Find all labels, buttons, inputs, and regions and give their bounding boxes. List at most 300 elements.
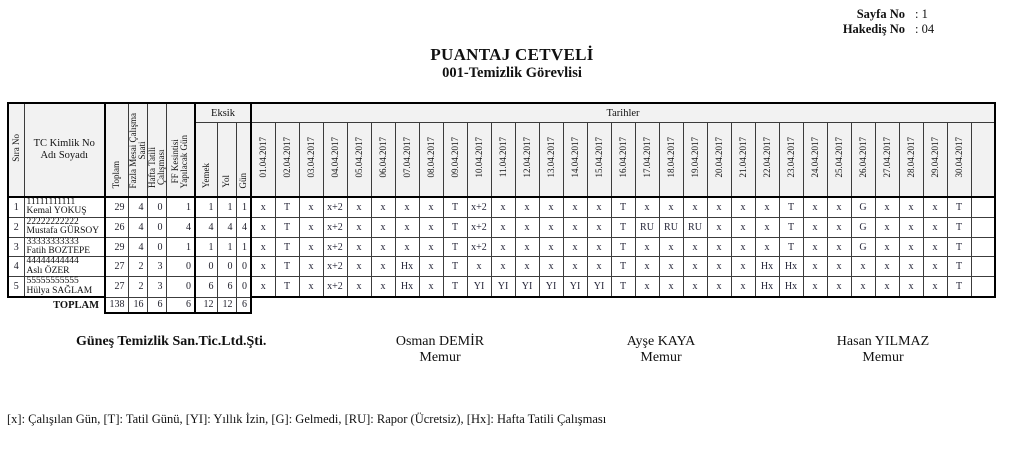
day-cell: T xyxy=(779,197,803,217)
day-cell: T xyxy=(275,277,299,297)
day-cell: x xyxy=(347,237,371,257)
day-cell: x xyxy=(923,277,947,297)
day-cell: x xyxy=(371,197,395,217)
date-header xyxy=(779,123,803,198)
date-header-text: 10.04.2017 xyxy=(474,136,484,178)
date-header xyxy=(563,123,587,198)
day-cell: x xyxy=(755,217,779,237)
employee-cell-line: Hülya SAĞLAM xyxy=(26,285,93,296)
day-cell: x xyxy=(587,217,611,237)
day-cell: T xyxy=(779,237,803,257)
date-header xyxy=(491,123,515,198)
col-header-ff-kesintisi-text: FF Kesintisi xyxy=(170,139,181,184)
day-cell: x xyxy=(299,257,323,277)
day-cell: x xyxy=(539,197,563,217)
day-cell: x xyxy=(515,257,539,277)
day-cell: x+2 xyxy=(323,197,347,217)
day-cell: x xyxy=(827,237,851,257)
day-cell: T xyxy=(947,217,971,237)
day-cell: x xyxy=(635,237,659,257)
day-cell: x xyxy=(419,197,443,217)
day-cell: x xyxy=(347,257,371,277)
date-header-text: 25.04.2017 xyxy=(834,136,844,178)
day-cell: x xyxy=(683,277,707,297)
date-header-text: 18.04.2017 xyxy=(666,136,676,178)
col-header-yemek xyxy=(195,123,217,198)
yemek-cell: 0 xyxy=(195,257,217,277)
col-header-ff-kesintisi-text: Yapılacak Gün xyxy=(179,134,190,188)
day-cell: x xyxy=(659,277,683,297)
day-cell: x xyxy=(251,217,275,237)
date-header xyxy=(827,123,851,198)
date-header xyxy=(875,123,899,198)
employee-cell-line: 22222222222 xyxy=(26,216,79,227)
date-header-text: 26.04.2017 xyxy=(858,136,868,178)
day-cell: x+2 xyxy=(467,197,491,217)
day-cell: x xyxy=(755,197,779,217)
col-header-yol-text: Yol xyxy=(221,175,231,188)
day-cell: RU xyxy=(635,217,659,237)
date-header-text: 08.04.2017 xyxy=(426,136,436,178)
day-cell: x xyxy=(875,277,899,297)
day-cell: Hx xyxy=(395,277,419,297)
date-header xyxy=(371,123,395,198)
toplam-cell: 26 xyxy=(105,217,128,237)
day-cell: x xyxy=(827,257,851,277)
ff-kesintisi-cell: 4 xyxy=(166,217,195,237)
day-cell: x xyxy=(563,217,587,237)
date-header-text: 28.04.2017 xyxy=(906,136,916,178)
day-cell: x xyxy=(875,237,899,257)
date-header xyxy=(899,123,923,198)
employee-cell-line: Mustafa GÜRSOY xyxy=(26,226,100,237)
day-cell: x xyxy=(923,217,947,237)
day-cell: T xyxy=(779,217,803,237)
day-cell: x xyxy=(707,277,731,297)
date-header xyxy=(635,123,659,198)
signer-title: Memur xyxy=(862,349,904,365)
day-cell: T xyxy=(275,217,299,237)
yol-cell: 4 xyxy=(217,217,236,237)
fazla-mesai-cell: 4 xyxy=(128,237,147,257)
day-cell: x xyxy=(803,277,827,297)
day-cell: G xyxy=(851,237,875,257)
date-header-text: 19.04.2017 xyxy=(690,136,700,178)
toplam-cell: 27 xyxy=(105,257,128,277)
date-header-text: 06.04.2017 xyxy=(378,136,388,178)
date-header-text: 12.04.2017 xyxy=(522,136,532,178)
day-cell: x xyxy=(347,277,371,297)
report-title: PUANTAJ CETVELİ xyxy=(430,45,594,64)
day-cell: x xyxy=(539,217,563,237)
date-header xyxy=(467,123,491,198)
yemek-cell: 1 xyxy=(195,197,217,217)
day-cell: x xyxy=(539,257,563,277)
date-header xyxy=(587,123,611,198)
day-cell: x xyxy=(683,257,707,277)
date-header-text: 27.04.2017 xyxy=(882,136,892,178)
signature-block-2 xyxy=(627,334,696,365)
day-cell: x+2 xyxy=(323,277,347,297)
day-cell: T xyxy=(611,277,635,297)
day-cell: x xyxy=(371,217,395,237)
legend-text: [x]: Çalışılan Gün, [T]: Tatil Günü, [YI]: Yıllık İzin, [G]: Gelmedi, [RU]: Rapor (Ücretsiz), [Hx]: Hafta Tatili Çalışması xyxy=(7,412,607,426)
puantaj-table xyxy=(7,102,996,314)
sira-cell: 5 xyxy=(8,277,24,297)
employee-row xyxy=(8,257,995,277)
day-cell: x xyxy=(827,197,851,217)
total-label: TOPLAM xyxy=(8,297,105,313)
day-cell: x xyxy=(851,277,875,297)
date-header xyxy=(395,123,419,198)
day-cell: x xyxy=(299,217,323,237)
date-header-text: 17.04.2017 xyxy=(642,136,652,178)
date-header xyxy=(419,123,443,198)
total-gun: 6 xyxy=(236,297,251,313)
date-header-text: 03.04.2017 xyxy=(306,136,316,178)
day-cell: x xyxy=(371,277,395,297)
employee-row xyxy=(8,237,995,257)
day-cell: x xyxy=(515,197,539,217)
day-cell: x xyxy=(707,237,731,257)
day-cell: Hx xyxy=(755,257,779,277)
day-cell: T xyxy=(443,257,467,277)
day-cell: x xyxy=(875,257,899,277)
employee-row xyxy=(8,197,995,217)
col-header-sira xyxy=(8,103,24,197)
date-header xyxy=(947,123,971,198)
day-cell: x xyxy=(731,217,755,237)
day-cell: T xyxy=(275,237,299,257)
date-header-text: 30.04.2017 xyxy=(954,136,964,178)
date-header xyxy=(971,123,995,198)
day-cell: x xyxy=(371,257,395,277)
day-cell: x xyxy=(635,257,659,277)
day-cell: x xyxy=(899,217,923,237)
signer-name: Osman DEMİR xyxy=(395,334,485,349)
gun-cell: 4 xyxy=(236,217,251,237)
fazla-mesai-cell: 2 xyxy=(128,257,147,277)
day-cell: T xyxy=(947,257,971,277)
day-cell: T xyxy=(947,237,971,257)
day-cell: Hx xyxy=(755,277,779,297)
day-cell: x xyxy=(419,217,443,237)
col-header-hafta-tatili-text: Hafta Tatili xyxy=(146,147,157,188)
fazla-mesai-cell: 4 xyxy=(128,217,147,237)
yemek-cell: 1 xyxy=(195,237,217,257)
day-cell: x xyxy=(563,257,587,277)
date-header-text: 14.04.2017 xyxy=(570,136,580,178)
col-header-hafta-tatili-text: Çalışması xyxy=(155,149,166,186)
day-cell: T xyxy=(947,197,971,217)
employee-cell xyxy=(24,197,105,217)
day-cell: x xyxy=(731,277,755,297)
day-cell: x xyxy=(875,217,899,237)
col-header-sira-text: Sıra No xyxy=(10,133,21,162)
day-cell: x xyxy=(419,257,443,277)
day-cell: x xyxy=(371,237,395,257)
day-cell: T xyxy=(611,217,635,237)
day-cell: x xyxy=(803,237,827,257)
col-header-fazla-mesai-text: Fazla Mesai Çalışma xyxy=(127,112,138,188)
employee-cell-line: Kemal YOKUŞ xyxy=(26,206,87,217)
total-hafta: 6 xyxy=(147,297,166,313)
col-header-hafta-tatili xyxy=(147,103,166,197)
hafta-tatili-cell: 0 xyxy=(147,237,166,257)
hakedis-label: Hakediş No xyxy=(842,21,905,36)
day-cell: x xyxy=(587,197,611,217)
day-cell xyxy=(971,277,995,297)
date-header xyxy=(755,123,779,198)
col-header-yemek-text: Yemek xyxy=(200,162,211,188)
toplam-cell: 27 xyxy=(105,277,128,297)
day-cell: x xyxy=(395,217,419,237)
date-header xyxy=(683,123,707,198)
day-cell: x xyxy=(467,257,491,277)
day-cell: Hx xyxy=(395,257,419,277)
date-header xyxy=(731,123,755,198)
day-cell: x+2 xyxy=(467,217,491,237)
day-cell: x xyxy=(875,197,899,217)
day-cell: x xyxy=(899,197,923,217)
day-cell: x xyxy=(659,237,683,257)
day-cell: x+2 xyxy=(323,257,347,277)
col-header-toplam xyxy=(105,103,128,197)
day-cell: Hx xyxy=(779,277,803,297)
day-cell: x xyxy=(515,237,539,257)
col-header-gun-text: Gün xyxy=(237,172,248,188)
yol-cell: 6 xyxy=(217,277,236,297)
date-header xyxy=(443,123,467,198)
page-info xyxy=(793,7,1008,36)
date-header-text: 16.04.2017 xyxy=(618,136,628,178)
day-cell xyxy=(971,237,995,257)
day-cell: x xyxy=(251,277,275,297)
date-header xyxy=(803,123,827,198)
day-cell: YI xyxy=(467,277,491,297)
day-cell: x xyxy=(659,197,683,217)
col-header-fazla-mesai-text: Saati xyxy=(136,141,147,160)
day-cell: x xyxy=(539,237,563,257)
group-header-eksik: Eksik xyxy=(195,103,251,123)
hafta-tatili-cell: 0 xyxy=(147,197,166,217)
day-cell: x xyxy=(899,277,923,297)
date-header xyxy=(515,123,539,198)
hafta-tatili-cell: 3 xyxy=(147,277,166,297)
day-cell: x xyxy=(683,237,707,257)
col-header-tc-line: TC Kimlik No xyxy=(33,138,95,149)
employee-cell-line: 33333333333 xyxy=(26,236,79,247)
ff-kesintisi-cell: 0 xyxy=(166,257,195,277)
day-cell: x xyxy=(251,197,275,217)
signer-name: Ayşe KAYA xyxy=(626,334,696,349)
gun-cell: 1 xyxy=(236,197,251,217)
page-number-value: : 1 xyxy=(915,7,928,21)
hafta-tatili-cell: 3 xyxy=(147,257,166,277)
date-header xyxy=(659,123,683,198)
day-cell: G xyxy=(851,197,875,217)
date-header-text: 15.04.2017 xyxy=(594,136,604,178)
gun-cell: 0 xyxy=(236,277,251,297)
page-number-label: Sayfa No xyxy=(856,7,905,21)
day-cell: x xyxy=(491,217,515,237)
sira-cell: 2 xyxy=(8,217,24,237)
date-header xyxy=(611,123,635,198)
day-cell: x xyxy=(491,257,515,277)
day-cell: x xyxy=(347,217,371,237)
date-header xyxy=(323,123,347,198)
date-header-text: 04.04.2017 xyxy=(330,136,340,178)
day-cell: Hx xyxy=(779,257,803,277)
day-cell: x+2 xyxy=(323,217,347,237)
date-header xyxy=(275,123,299,198)
day-cell: T xyxy=(611,237,635,257)
signer-title: Memur xyxy=(640,349,682,365)
sira-cell: 1 xyxy=(8,197,24,217)
date-header-text: 11.04.2017 xyxy=(498,136,508,178)
day-cell: x xyxy=(299,237,323,257)
sira-cell: 4 xyxy=(8,257,24,277)
col-header-toplam-text: Toplam xyxy=(111,160,122,188)
total-yol: 12 xyxy=(217,297,236,313)
employee-row xyxy=(8,217,995,237)
hafta-tatili-cell: 0 xyxy=(147,217,166,237)
date-header xyxy=(299,123,323,198)
day-cell: x xyxy=(491,197,515,217)
day-cell: x xyxy=(587,237,611,257)
day-cell: x xyxy=(707,217,731,237)
day-cell: x xyxy=(923,237,947,257)
day-cell: x xyxy=(299,197,323,217)
day-cell: YI xyxy=(491,277,515,297)
signature-block-1 xyxy=(396,334,484,365)
col-header-fazla-mesai xyxy=(128,103,147,197)
day-cell: x xyxy=(899,257,923,277)
employee-cell-line: Fatih BOZTEPE xyxy=(26,246,91,257)
employee-cell-line: Aslı ÖZER xyxy=(26,265,70,276)
fazla-mesai-cell: 4 xyxy=(128,197,147,217)
date-header xyxy=(539,123,563,198)
hakedis-row xyxy=(793,22,1008,37)
day-cell: T xyxy=(275,197,299,217)
employee-cell-line: 44444444444 xyxy=(26,256,79,267)
sira-cell: 3 xyxy=(8,237,24,257)
day-cell: T xyxy=(443,197,467,217)
fazla-mesai-cell: 2 xyxy=(128,277,147,297)
signer-title: Memur xyxy=(419,349,461,365)
total-row xyxy=(8,297,995,313)
day-cell: T xyxy=(947,277,971,297)
day-cell: x xyxy=(923,197,947,217)
day-cell: YI xyxy=(539,277,563,297)
employee-cell xyxy=(24,257,105,277)
employee-cell-line: 11111111111 xyxy=(26,197,76,207)
date-header-text: 21.04.2017 xyxy=(738,136,748,178)
ff-kesintisi-cell: 1 xyxy=(166,197,195,217)
total-ff: 6 xyxy=(166,297,195,313)
day-cell: x+2 xyxy=(467,237,491,257)
day-cell xyxy=(971,217,995,237)
yol-cell: 1 xyxy=(217,237,236,257)
date-header xyxy=(347,123,371,198)
yemek-cell: 6 xyxy=(195,277,217,297)
day-cell: x xyxy=(563,237,587,257)
yol-cell: 1 xyxy=(217,197,236,217)
day-cell: x xyxy=(683,197,707,217)
day-cell: x xyxy=(587,257,611,277)
employee-cell xyxy=(24,237,105,257)
day-cell: x xyxy=(251,257,275,277)
date-header-text: 29.04.2017 xyxy=(930,136,940,178)
day-cell: x xyxy=(803,257,827,277)
day-cell: T xyxy=(611,257,635,277)
day-cell: T xyxy=(443,217,467,237)
date-header xyxy=(251,123,275,198)
day-cell: x xyxy=(635,197,659,217)
date-header-text: 20.04.2017 xyxy=(714,136,724,178)
signature-block-3 xyxy=(837,334,929,365)
date-header xyxy=(923,123,947,198)
date-header-text: 02.04.2017 xyxy=(282,136,292,178)
day-cell: x xyxy=(707,197,731,217)
hakedis-value: : 04 xyxy=(915,21,935,36)
day-cell: x xyxy=(731,257,755,277)
day-cell: x xyxy=(347,197,371,217)
date-header-text: 01.04.2017 xyxy=(258,136,269,178)
gun-cell: 1 xyxy=(236,237,251,257)
total-fazla: 16 xyxy=(128,297,147,313)
day-cell xyxy=(971,197,995,217)
day-cell: x xyxy=(563,197,587,217)
day-cell: T xyxy=(275,257,299,277)
yemek-cell: 4 xyxy=(195,217,217,237)
day-cell: T xyxy=(443,277,467,297)
day-cell: x xyxy=(635,277,659,297)
date-header-text: 23.04.2017 xyxy=(786,136,796,178)
day-cell: x xyxy=(707,257,731,277)
col-header-yol xyxy=(217,123,236,198)
signer-name: Hasan YILMAZ xyxy=(836,334,930,349)
puantaj-table-wrap xyxy=(7,102,996,314)
day-cell: x xyxy=(251,237,275,257)
day-cell: x xyxy=(731,197,755,217)
day-cell: x+2 xyxy=(323,237,347,257)
day-cell: RU xyxy=(659,217,683,237)
day-cell: YI xyxy=(587,277,611,297)
company-name: Güneş Temizlik San.Tic.Ltd.Şti. xyxy=(76,334,267,349)
date-header xyxy=(707,123,731,198)
toplam-cell: 29 xyxy=(105,237,128,257)
date-header-text: 05.04.2017 xyxy=(354,136,364,178)
group-header-tarihler: Tarihler xyxy=(251,103,995,123)
day-cell: x xyxy=(827,277,851,297)
day-cell: YI xyxy=(515,277,539,297)
day-cell: x xyxy=(899,237,923,257)
day-cell: x xyxy=(395,197,419,217)
date-header-text: 22.04.2017 xyxy=(762,136,772,178)
day-cell: x xyxy=(419,277,443,297)
date-header-text: 24.04.2017 xyxy=(810,136,820,178)
day-cell: x xyxy=(923,257,947,277)
total-yemek: 12 xyxy=(195,297,217,313)
day-cell: x xyxy=(395,237,419,257)
day-cell: T xyxy=(611,197,635,217)
day-cell: x xyxy=(491,237,515,257)
col-header-tc xyxy=(24,103,105,197)
day-cell: x xyxy=(803,197,827,217)
day-cell: RU xyxy=(683,217,707,237)
day-cell: x xyxy=(659,257,683,277)
